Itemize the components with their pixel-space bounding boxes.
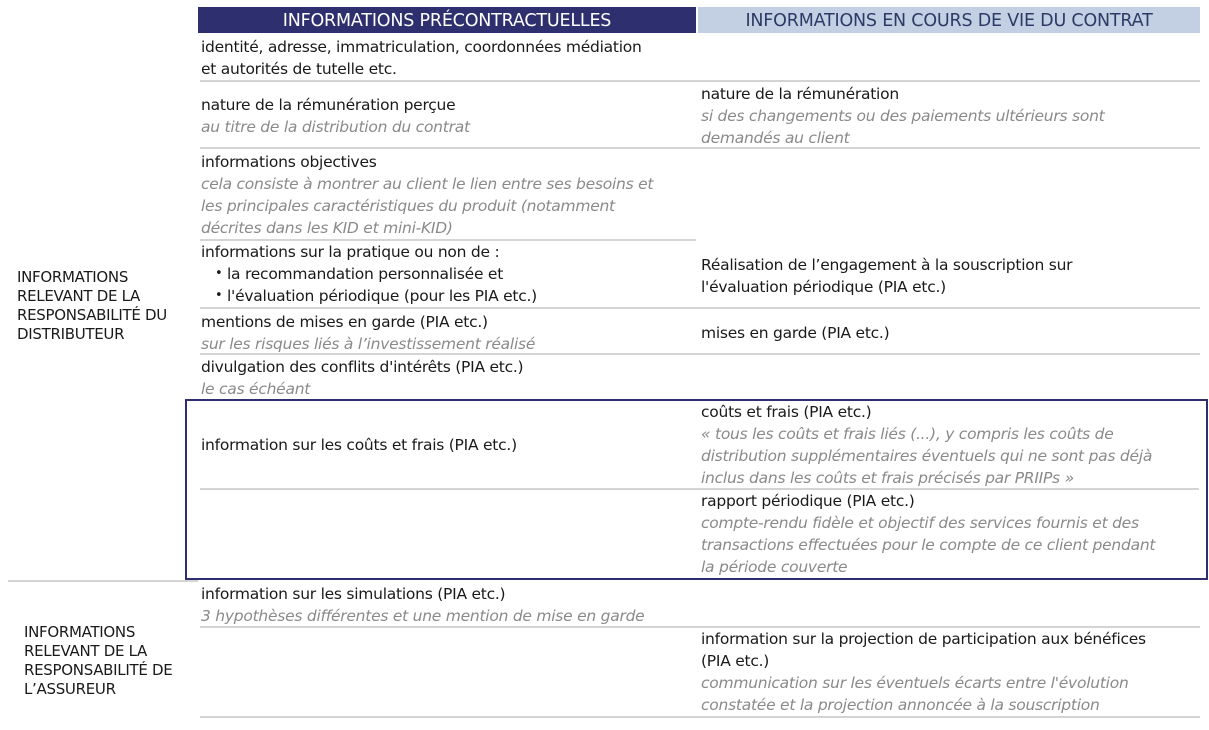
section-label-distributor: INFORMATIONS RELEVANT DE LA RESPONSABILITÉ DU DISTRIBUTEUR bbox=[17, 268, 167, 343]
row-remuneration-left: nature de la rémunération perçue au titre de la distribution du contrat bbox=[201, 96, 470, 136]
bullet-periodic-evaluation: • l'évaluation périodique (pour les PIA etc.) bbox=[201, 285, 696, 307]
row-objective-left: informations objectives cela consiste à montrer au client le lien entre ses besoins et les principales caractéristiques du produit (notamment décrites dans les KID et mini-KID) bbox=[201, 153, 654, 237]
header-precontractual: INFORMATIONS PRÉCONTRACTUELLES bbox=[198, 7, 696, 33]
row-report-right: rapport périodique (PIA etc.) compte-rendu fidèle et objectif des services fournis et des transactions effectuées pour le compte de ce client pendant la période couverte bbox=[701, 492, 1156, 576]
row-conflicts-left: divulgation des conflits d'intérêts (PIA etc.) le cas échéant bbox=[201, 358, 524, 398]
row-warnings-left: mentions de mises en garde (PIA etc.) sur les risques liés à l’investissement réalisé bbox=[201, 313, 536, 353]
row-costs-right: coûts et frais (PIA etc.) « tous les coûts et frais liés (...), y compris les coûts de distribution supplémentaires éventuels qui ne sont pas déjà inclus dans les coûts et frais précisés par PRIIPs » bbox=[701, 403, 1153, 487]
section-separator bbox=[8, 580, 198, 582]
row-remuneration-right: nature de la rémunération si des changements ou des paiements ultérieurs sont demandés au client bbox=[701, 85, 1105, 147]
row-separator bbox=[200, 80, 1200, 82]
row-projection-right: information sur la projection de participation aux bénéfices (PIA etc.) communication sur les éventuels écarts entre l'évolution constatée et la projection annoncée à la souscription bbox=[701, 630, 1146, 714]
row-practice-right: Réalisation de l’engagement à la souscription sur l'évaluation périodique (PIA etc.) bbox=[701, 256, 1073, 296]
row-costs-left: information sur les coûts et frais (PIA etc.) bbox=[201, 436, 517, 454]
row-practice-left: informations sur la pratique ou non de : • la recommandation personnalisée et • l'évaluation périodique (pour les PIA etc.) bbox=[201, 241, 696, 307]
bullet-recommendation: • la recommandation personnalisée et bbox=[201, 263, 696, 285]
header-contract-life: INFORMATIONS EN COURS DE VIE DU CONTRAT bbox=[698, 7, 1200, 33]
row-simulations-left: information sur les simulations (PIA etc.) 3 hypothèses différentes et une mention de mise en garde bbox=[201, 585, 645, 625]
section-label-insurer: INFORMATIONS RELEVANT DE LA RESPONSABILITÉ DE L’ASSUREUR bbox=[24, 623, 173, 698]
row-identity-left: identité, adresse, immatriculation, coordonnées médiation et autorités de tutelle etc. bbox=[201, 38, 642, 78]
row-separator bbox=[200, 307, 1200, 309]
row-separator bbox=[200, 353, 1200, 355]
row-warnings-right: mises en garde (PIA etc.) bbox=[701, 324, 890, 342]
row-separator bbox=[200, 716, 1200, 718]
row-separator bbox=[200, 147, 1200, 149]
